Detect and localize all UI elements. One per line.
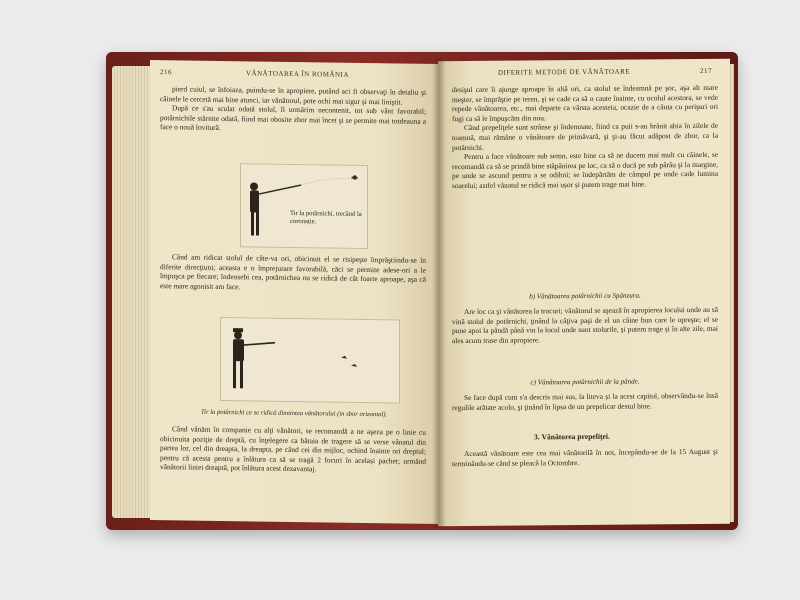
page-edges-left [112,66,152,518]
left-page-number: 216 [160,68,172,77]
caption-1: Tir la potârnichi, trecând la coronație. [290,209,362,226]
right-text-block-2 [452,305,718,346]
paragraph: Are loc ca şi vânătorea la trocuri; vânătorul se aşează în apropierea locului unde au să vină stolul de potârnichi, ţinând la câţiva paşi de el un câine bun care le opreşte; el se pune apoi la pândă până vin la locul unde sunt stolurile, şi putem trage și în alte zile, mai ales acum trase din apropiere. [452,304,718,345]
left-running-head: VÂNĂTOAREA ÎN ROMÂNIA [246,69,349,79]
right-text-block-1 [452,83,718,191]
paragraph: Pentru a face vânătoare sub semn, este bine ca să ne ducem mai mult cu câinele, se recomandă ca să se prindă bine stăpânirea pe loc, ca să o ducă pe sub pârâu şi la margine, pe unde se ascund pentru a se odihni; se îndepărtăm de câmpul pe unde cade lumina soarelui; astfel vânatul se ridică mai ușor și putem trage mai bine. [452,149,718,191]
left-text-block-3 [160,424,426,476]
paragraph: pierd cuiul, se înfoiaza, puindu-se în apropiere, putând aci fi observaţi în detaliu şi câinele le cercetă mai bine atunci, iar vânătorul, pote ochi mai sigur şi mai liniştit. [160,84,426,107]
hunter-illustration-1 [240,163,368,249]
left-page [150,60,438,524]
hunter-illustration-2 [220,317,400,404]
book-gutter [432,58,446,528]
paragraph: Această vânătoare este cea mai vânătorilă în noi, începându-se de la 15 August şi terminându-se când se pleacă la Octombre. [452,446,718,468]
paragraph: Când am ridicat stolul de câte-va ori, obicinuit el se risipeşte împrăştiindu-se în diferite direcţiuni; aceasta e o împrejurare favorabilă, căci se permite adese-ori a le împuşca pe fiecare; îndeosebi cea, potârnichea nu se ridică de cât foarte aproape, aşa că este mare agonisit am face. [160,252,426,292]
left-text-block-1 [160,84,426,136]
right-text-block-3 [452,391,718,413]
paragraph: Când prepeliţele sunt strânse şi îndemnate, fiind ca puii s-au hrănit abia în zilele de toamnă, mai rămâne o vânătoare de primăvară, şi şi-au făcut adăpost de zbor, ca la potârnichi. [452,121,718,152]
left-text-block-2 [160,252,426,294]
paragraph: După ce s'au sculat odată stolul, îl urmărim necontenit, tot sub vânt favorabil; potârnichile stârnite odată, fiind mai obosite zbor mai încet şi se permite mai totdeauna a face o nouă lovitură. [160,103,426,133]
right-text-block-4 [452,447,718,469]
section-3-heading: 3. Vânătorea prepeliţei. [534,431,610,442]
paragraph: Se face după cum s'a descris mai sus, la liteva și la acest capitol, observându-se însă regulile arătate acolo, şi ţinând în lipsa de un prepelicar destul bine. [452,390,718,412]
section-b-heading: b) Vânătoarea potârnichii cu Spânzura. [529,291,641,301]
caption-2: Tir la potârnichi ce se ridică dinaintea vânătorului (in sbor orizontal). [200,408,388,419]
paragraph: desişul care îi ajunge aproape în altă ori, ca stolul se îndeamnă pe şoc, aşa alt mare meşter, se împrăştie pe teren, şi se cade ca să o caute înainte, cu ocolul acestora, se vede repede vânătoarea, etc., mai departe ca vârsta acesteia, ocazie de a căuta cu perişuri ori fugi ca să le împuşcăm din nou. [452,82,718,123]
section-c-heading: c) Vânătoarea potârnichii de la pânde. [530,377,640,387]
paragraph: Când vânăm în companie cu alţi vânători, se recomandă a ne aşeza pe o linie cu obicinuita poziţie de dreptă, cu înţelegere ca bătaia de tragere să se verse vânatul din partea lor, cel din dreapta, la dreapta, pe când cei din mijloc, ochind înainte ori dreptul; pentru că acesta pentru a înlătura ca să se tragă 2 focuri în același pachet; urmând vânătorii liniei dreaptă, pot înlătura acest dezavantaj. [160,424,426,474]
right-page-number: 217 [700,66,712,75]
right-running-head: DIFERITE METODE DE VÂNĂTOARE [498,67,631,77]
right-page [438,59,730,527]
